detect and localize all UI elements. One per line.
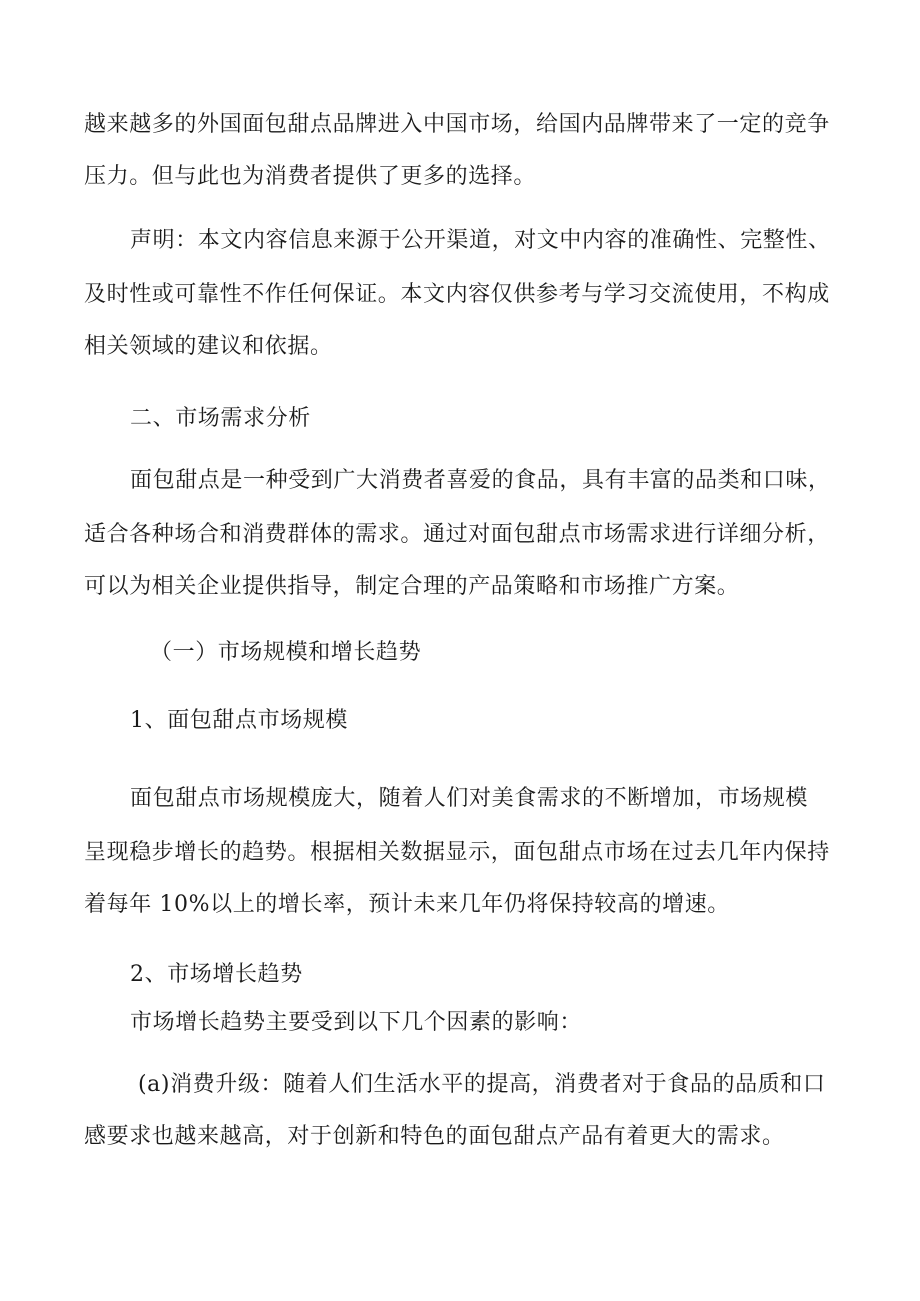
paragraph-line: 市场增长趋势主要受到以下几个因素的影响： <box>130 1010 583 1035</box>
section-heading: 二、市场需求分析 <box>130 406 311 431</box>
paragraph-line: 面包甜点是一种受到广大消费者喜爱的食品，具有丰富的品类和口味， <box>130 468 831 493</box>
statement-line: 声明：本文内容信息来源于公开渠道，对文中内容的准确性、完整性、 <box>130 228 831 253</box>
item-heading: 2、市场增长趋势 <box>130 962 303 987</box>
paragraph-line: 呈现稳步增长的趋势。根据相关数据显示，面包甜点市场在过去几年内保持 <box>84 840 830 865</box>
item-heading: 1、面包甜点市场规模 <box>130 708 348 733</box>
paragraph-line: (a)消费升级：随着人们生活水平的提高，消费者对于食品的品质和口 <box>138 1072 826 1097</box>
paragraph-line: 感要求也越来越高，对于创新和特色的面包甜点产品有着更大的需求。 <box>84 1124 785 1149</box>
subsection-heading: （一）市场规模和增长趋势 <box>150 640 422 665</box>
statement-line: 及时性或可靠性不作任何保证。本文内容仅供参考与学习交流使用，不构成 <box>84 282 830 307</box>
statement-line: 相关领域的建议和依据。 <box>84 334 333 359</box>
paragraph-line: 着每年 10%以上的增长率，预计未来几年仍将保持较高的增速。 <box>84 892 730 917</box>
paragraph-line: 可以为相关企业提供指导，制定合理的产品策略和市场推广方案。 <box>84 574 740 599</box>
paragraph-line: 压力。但与此也为消费者提供了更多的选择。 <box>84 164 537 189</box>
paragraph-line: 越来越多的外国面包甜点品牌进入中国市场，给国内品牌带来了一定的竞争 <box>84 112 830 137</box>
paragraph-line: 适合各种场合和消费群体的需求。通过对面包甜点市场需求进行详细分析， <box>84 522 830 547</box>
paragraph-line: 面包甜点市场规模庞大，随着人们对美食需求的不断增加，市场规模 <box>130 786 809 811</box>
